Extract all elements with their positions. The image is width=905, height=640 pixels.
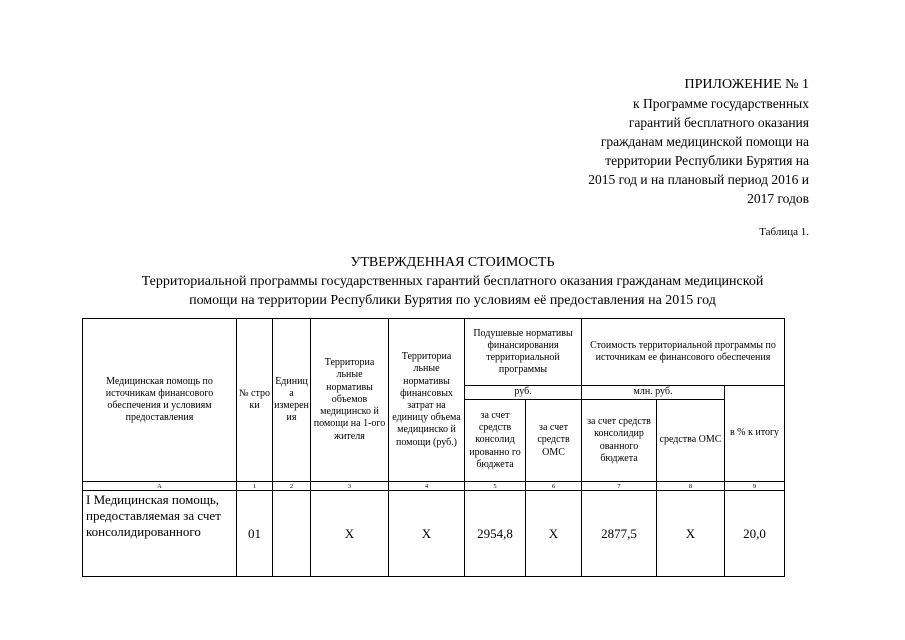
row-cost-per-unit: Х: [389, 491, 465, 577]
header-col-4: Территориа льные нормативы финансовых затрат на единицу объема медицинско й помощи (руб.): [389, 319, 465, 482]
cost-table: [82, 318, 785, 577]
index-cell: А: [83, 482, 237, 491]
index-cell: 4: [389, 482, 465, 491]
appendix-line: к Программе государственных: [633, 96, 809, 111]
index-cell: 6: [526, 482, 582, 491]
index-cell: 2: [273, 482, 311, 491]
header-col-8: средства ОМС: [657, 400, 725, 482]
header-col-3: Территориа льные нормативы объемов медицинско й помощи на 1-ого жителя: [311, 319, 389, 482]
appendix-title: ПРИЛОЖЕНИЕ № 1: [684, 77, 809, 92]
title-subtitle-line: Территориальной программы государственных гарантий бесплатного оказания гражданам медицинской: [141, 274, 764, 289]
document-title: [0, 253, 905, 310]
row-line-no: 01: [237, 491, 273, 577]
row-cost-budget: 2877,5: [582, 491, 657, 577]
index-cell: 5: [465, 482, 526, 491]
title-main: УТВЕРЖДЕННАЯ СТОИМОСТЬ: [350, 255, 555, 270]
header-col-5: за счет средств консолид ированно го бюджета: [465, 400, 526, 482]
row-percent: 20,0: [725, 491, 785, 577]
table-label: Таблица 1.: [759, 226, 809, 238]
index-row: [83, 482, 785, 491]
header-col-9: в % к итогу: [725, 386, 785, 482]
header-group-per-capita: Подушевые нормативы финансирования территориальной программы: [465, 319, 582, 386]
row-volume: Х: [311, 491, 389, 577]
header-col-1: № стро ки: [237, 319, 273, 482]
appendix-line: гражданам медицинской помощи на: [600, 134, 809, 149]
row-unit: [273, 491, 311, 577]
header-group-cost: Стоимость территориальной программы по источникам ее финансового обеспечения: [582, 319, 785, 386]
appendix-line: 2017 годов: [747, 191, 809, 206]
row-name: I Медицинская помощь, предоставляемая за счет консолидированного: [83, 491, 237, 577]
index-cell: 9: [725, 482, 785, 491]
index-cell: 7: [582, 482, 657, 491]
header-col-6: за счет средств ОМС: [526, 400, 582, 482]
header-unit-mln: млн. руб.: [582, 386, 725, 400]
appendix-line: территории Республики Бурятия на: [605, 153, 809, 168]
index-cell: 1: [237, 482, 273, 491]
appendix-line: 2015 год и на плановый период 2016 и: [588, 172, 809, 187]
appendix-header: [549, 75, 809, 208]
table-row: [83, 491, 785, 577]
header-col-a: Медицинская помощь по источникам финансового обеспечения и условиям предоставления: [83, 319, 237, 482]
row-cost-oms: Х: [657, 491, 725, 577]
index-cell: 8: [657, 482, 725, 491]
header-col-7: за счет средств консолидир ованного бюджета: [582, 400, 657, 482]
header-unit-rub: руб.: [465, 386, 582, 400]
row-per-capita-budget: 2954,8: [465, 491, 526, 577]
appendix-line: гарантий бесплатного оказания: [628, 115, 809, 130]
row-per-capita-oms: Х: [526, 491, 582, 577]
title-subtitle-line: помощи на территории Республики Бурятия по условиям её предоставления на 2015 год: [189, 293, 716, 308]
index-cell: 3: [311, 482, 389, 491]
header-col-2: Единиц а измерен ия: [273, 319, 311, 482]
